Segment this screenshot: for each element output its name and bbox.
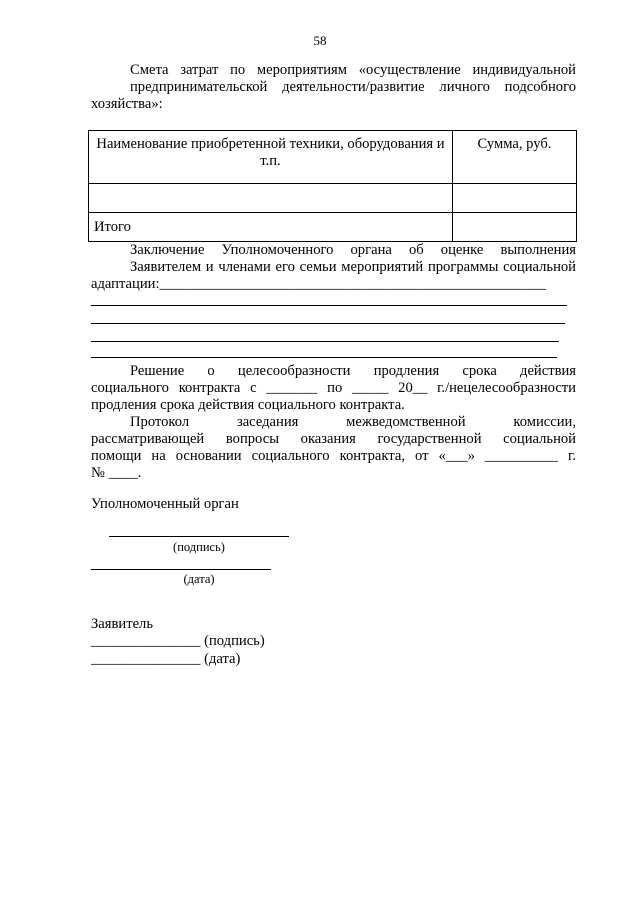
applicant-date-line: _______________ (дата) bbox=[91, 651, 241, 667]
table-cell bbox=[453, 184, 577, 213]
page-number: 58 bbox=[313, 33, 327, 48]
table-cell bbox=[453, 213, 577, 242]
blank-line bbox=[91, 323, 565, 324]
table-row bbox=[89, 184, 577, 213]
protocol-paragraph bbox=[91, 414, 576, 482]
authority-date-line bbox=[91, 569, 271, 570]
decision-line: продления срока действия социального контракта. bbox=[91, 397, 405, 413]
applicant-signature-line: _______________ (подпись) bbox=[91, 633, 265, 649]
table-row bbox=[89, 213, 577, 242]
authority-label: Уполномоченный орган bbox=[91, 496, 239, 512]
blank-line bbox=[91, 305, 567, 306]
estimate-heading bbox=[91, 62, 576, 113]
protocol-line: рассматривающей вопросы оказания государственной социальной bbox=[91, 431, 576, 447]
conclusion-paragraph bbox=[91, 242, 576, 293]
cost-table bbox=[88, 130, 577, 242]
protocol-line: Протокол заседания межведомственной комиссии, bbox=[130, 414, 576, 430]
conclusion-line: адаптации:_____________________________________________________ bbox=[91, 276, 547, 292]
table-header-cell: Сумма, руб. bbox=[453, 131, 577, 184]
protocol-line: № ____. bbox=[91, 465, 142, 481]
table-header-cell: Наименование приобретенной техники, оборудования и т.п. bbox=[89, 131, 453, 184]
estimate-heading-line: предпринимательской деятельности/развитие личного подсобного bbox=[130, 79, 576, 95]
table-cell: Итого bbox=[89, 213, 453, 242]
estimate-heading-line: Смета затрат по мероприятиям «осуществление индивидуальной bbox=[130, 62, 576, 78]
decision-line: социального контракта с _______ по _____ 20__ г./нецелесообразности bbox=[91, 380, 576, 396]
blank-line bbox=[91, 341, 559, 342]
authority-signature-line bbox=[109, 536, 289, 537]
conclusion-line: Заявителем и членами его семьи мероприятий программы социальной bbox=[130, 259, 576, 275]
decision-line: Решение о целесообразности продления срока действия bbox=[130, 363, 576, 379]
decision-paragraph bbox=[91, 363, 576, 414]
protocol-line: помощи на основании социального контракта, от «___» __________ г. bbox=[91, 448, 576, 464]
blank-line bbox=[91, 357, 557, 358]
table-cell bbox=[89, 184, 453, 213]
authority-date-caption: (дата) bbox=[183, 572, 215, 586]
estimate-heading-line: хозяйства»: bbox=[91, 96, 163, 112]
applicant-label: Заявитель bbox=[91, 616, 153, 632]
authority-signature-caption: (подпись) bbox=[173, 540, 225, 554]
table-header-row bbox=[89, 131, 577, 184]
conclusion-line: Заключение Уполномоченного органа об оценке выполнения bbox=[130, 242, 576, 258]
